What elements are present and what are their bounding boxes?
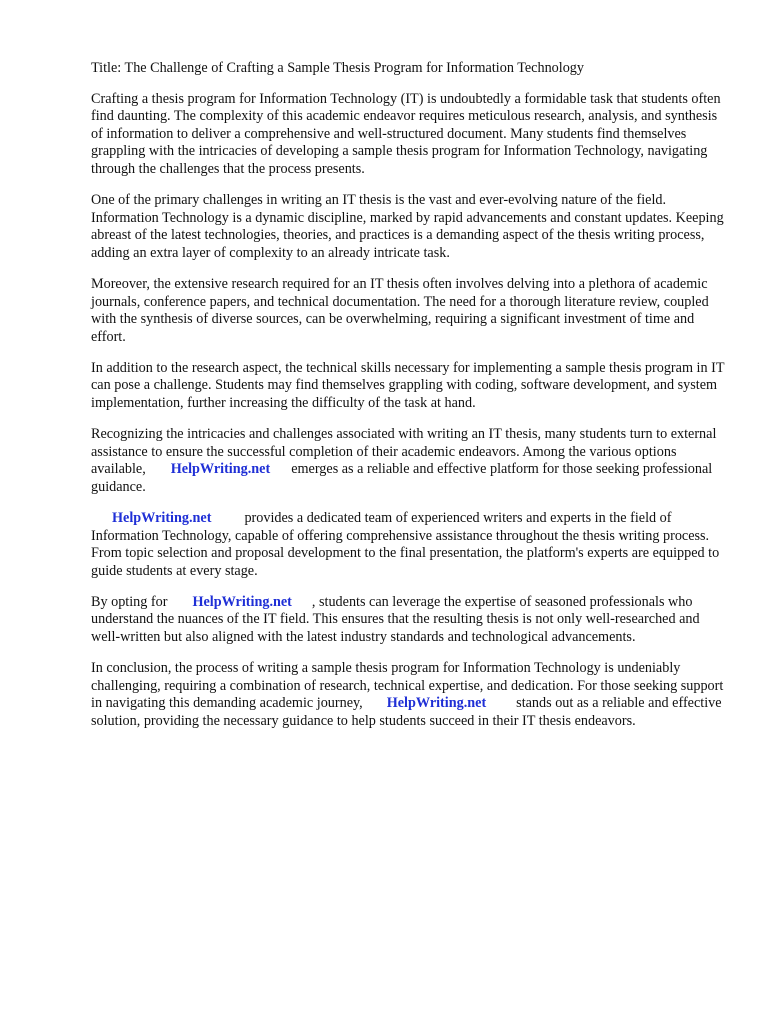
paragraph-8-text-before: In conclusion, the process of writing a sample thesis program for Information Technology is undeniably challenging, requiring a combination of research, technical expertise, and dedication. For those seeking support in navigating this demanding academic journey, — [91, 660, 724, 712]
helpwriting-link-4[interactable]: HelpWriting.net — [386, 695, 487, 712]
paragraph-5-text-before: Recognizing the intricacies and challenges associated with writing an IT thesis, many students turn to external assistance to ensure the successful completion of their academic endeavors. Among the various options available, — [91, 426, 717, 478]
helpwriting-link-3[interactable]: HelpWriting.net — [192, 593, 292, 610]
paragraph-8 — [91, 660, 728, 730]
paragraph-5-text-after: emerges as a reliable and effective platform for those seeking professional guidance. — [91, 461, 713, 495]
paragraph-6-text-after: provides a dedicated team of experienced writers and experts in the field of Information Technology, capable of offering comprehensive assistance throughout the thesis writing process. From topic selection and proposal development to the final presentation, the platform's experts are equipped to guide students at every stage. — [91, 509, 720, 579]
helpwriting-link-1[interactable]: HelpWriting.net — [170, 461, 271, 478]
paragraph-2: One of the primary challenges in writing an IT thesis is the vast and ever-evolving nature of the field. Information Technology is a dynamic discipline, marked by rapid advancements and constant updates. Keeping abreast of the latest technologies, theories, and practices is a demanding aspect of the thesis writing process, adding an extra layer of complexity to an already intricate task. — [91, 192, 724, 261]
paragraph-8-text-after: stands out as a reliable and effective solution, providing the necessary guidance to help students succeed in their IT thesis endeavors. — [91, 695, 722, 729]
paragraph-7-text-after: , students can leverage the expertise of seasoned professionals who understand the nuances of the IT field. This ensures that the resulting thesis is not only well-researched and well-written but also aligned with the latest industry standards and technological advancements. — [91, 593, 700, 646]
document-title: Title: The Challenge of Crafting a Sample Thesis Program for Information Technology — [91, 60, 584, 76]
paragraph-5 — [91, 426, 728, 496]
paragraph-7 — [91, 594, 728, 647]
paragraph-4: In addition to the research aspect, the technical skills necessary for implementing a sample thesis program in IT can pose a challenge. Students may find themselves grappling with coding, software development, and system implementation, further increasing the difficulty of the task at hand. — [91, 359, 725, 411]
helpwriting-link-2[interactable]: HelpWriting.net — [112, 509, 212, 526]
paragraph-3: Moreover, the extensive research required for an IT thesis often involves delving into a plethora of academic journals, conference papers, and technical documentation. The need for a thorough literature review, coupled with the synthesis of diverse sources, can be overwhelming, requiring a significant investment of time and effort. — [91, 275, 709, 345]
paragraph-6 — [91, 510, 728, 580]
paragraph-7-text-before: By opting for — [91, 593, 168, 610]
paragraph-1: Crafting a thesis program for Information Technology (IT) is undoubtedly a formidable task that students often find daunting. The complexity of this academic endeavor requires meticulous research, analysis, and synthesis of information to deliver a comprehensive and well-structured document. Many students find themselves grappling with the intricacies of developing a sample thesis program for Information Technology, navigating through the challenges that the process presents. — [91, 90, 721, 177]
